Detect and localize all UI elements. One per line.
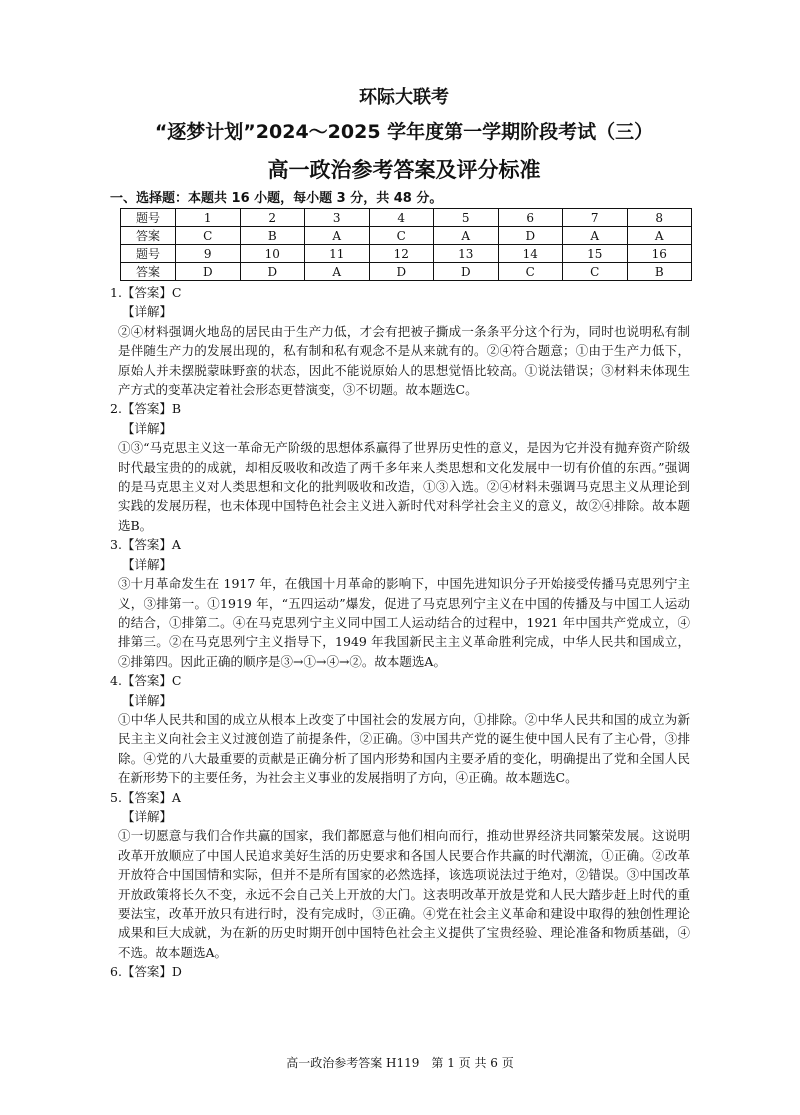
table-cell: 2 <box>240 209 305 227</box>
detail-label: 【详解】 <box>122 808 173 824</box>
table-cell: A <box>563 227 628 245</box>
answer-line: 2.【答案】B <box>110 401 182 417</box>
table-cell: B <box>240 227 305 245</box>
table-cell: 14 <box>498 245 563 263</box>
table-cell: 1 <box>176 209 241 227</box>
table-cell: A <box>305 263 370 281</box>
exam-title: “逐梦计划”2024～2025 学年度第一学期阶段考试（三） <box>154 121 654 143</box>
table-cell: D <box>498 227 563 245</box>
explanation-text: ①③“马克思主义这一革命无产阶级的思想体系赢得了世界历史性的意义，是因为它并没有抛弃资产阶级时代最宝贵的的成就，却相反吸收和改造了两千多年来人类思想和文化发展中一切有价值的东西。”强调的是马克思主义对人类思想和文化的批判吸收和改造，①③入选。②④材料未强调马克思主义从理论到实践的发展历程，也未体现中国特色社会主义进入新时代对科学社会主义的意义，故②④排除。故本题选B。 <box>118 440 690 533</box>
table-cell: A <box>305 227 370 245</box>
explanation-text: ②④材料强调火地岛的居民由于生产力低，才会有把被子撕成一条条平分这个行为，同时也说明私有制是伴随生产力的发展出现的，私有制和私有观念不是从来就有的。②④符合题意；①由于生产力低下，原始人并未摆脱蒙昧野蛮的状态，因此不能说原始人的思想觉悟比较高。①说法错误；③材料未体现生产方式的变革决定着社会形态更替演变，③不切题。故本题选C。 <box>118 323 690 398</box>
table-cell: 7 <box>563 209 628 227</box>
explanation-text: ③十月革命发生在 1917 年，在俄国十月革命的影响下，中国先进知识分子开始接受传播马克思列宁主义，③排第一。①1919 年，“五四运动”爆发，促进了马克思列宁主义在中国的传播及与中国工人运动的结合，①排第二。④在马克思列宁主义同中国工人运动结合的过程中，1921 年中国共产党成立，④排第三。②在马克思列宁主义指导下，1949 年我国新民主主义革命胜利完成，中华人民共和国成立，②排第四。因此正确的顺序是③→①→④→②。故本题选A。 <box>118 576 690 669</box>
table-cell: 10 <box>240 245 305 263</box>
document-title: 高一政治参考答案及评分标准 <box>267 158 541 182</box>
table-cell: 11 <box>305 245 370 263</box>
row-label: 题号 <box>121 209 176 227</box>
table-row-question-numbers <box>121 209 692 227</box>
row-label: 答案 <box>121 263 176 281</box>
table-cell: 15 <box>563 245 628 263</box>
table-row-question-numbers <box>121 245 692 263</box>
exam-alliance-title: 环际大联考 <box>359 87 449 108</box>
detail-label: 【详解】 <box>122 692 173 708</box>
answer-line: 4.【答案】C <box>110 673 182 689</box>
table-cell: C <box>176 227 241 245</box>
table-cell: 16 <box>627 245 692 263</box>
question-block <box>110 283 690 399</box>
explanation-text: ①一切愿意与我们合作共赢的国家，我们都愿意与他们相向而行，推动世界经济共同繁荣发展。这说明改革开放顺应了中国人民追求美好生活的历史要求和各国人民要合作共赢的时代潮流，①正确。②改革开放符合中国国情和实际，但并不是所有国家的必然选择，该选项说法过于绝对，②错误。③中国改革开放政策将长久不变，永远不会自己关上开放的大门。这表明改革开放是党和人民大踏步赶上时代的重要法宝，改革开放只有进行时，没有完成时，③正确。④党在社会主义革命和建设中取得的独创性理论成果和巨大成就，为在新的历史时期开创中国特色社会主义提供了宝贵经验、理论准备和物质基础，④不选。故本题选A。 <box>118 828 690 960</box>
table-cell: A <box>434 227 499 245</box>
table-cell: D <box>176 263 241 281</box>
explanation-text: ①中华人民共和国的成立从根本上改变了中国社会的发展方向，①排除。②中华人民共和国的成立为新民主主义向社会主义过渡创造了前提条件，②正确。③中国共产党的诞生使中国人民有了主心骨，③排除。④党的八大最重要的贡献是正确分析了国内形势和国内主要矛盾的变化，明确提出了党和全国人民在新形势下的主要任务，为社会主义事业的发展指明了方向，④正确。故本题选C。 <box>118 711 690 786</box>
answer-table <box>120 208 692 281</box>
answer-line: 6.【答案】D <box>110 964 182 980</box>
answer-line: 1.【答案】C <box>110 285 182 300</box>
table-cell: C <box>498 263 563 281</box>
table-cell: C <box>563 263 628 281</box>
table-cell: 8 <box>627 209 692 227</box>
table-cell: 9 <box>176 245 241 263</box>
answer-line: 5.【答案】A <box>110 789 181 805</box>
table-cell: A <box>627 227 692 245</box>
table-row-answers <box>121 227 692 245</box>
table-cell: 6 <box>498 209 563 227</box>
table-cell: 3 <box>305 209 370 227</box>
question-block <box>110 788 690 963</box>
table-cell: 13 <box>434 245 499 263</box>
table-cell: 12 <box>369 245 434 263</box>
table-cell: D <box>369 263 434 281</box>
detail-label: 【详解】 <box>122 304 173 320</box>
table-row-answers <box>121 263 692 281</box>
table-cell: D <box>434 263 499 281</box>
detail-label: 【详解】 <box>122 556 173 572</box>
table-cell: D <box>240 263 305 281</box>
page-footer: 高一政治参考答案 H119 第 1 页 共 6 页 <box>286 1056 514 1070</box>
detail-label: 【详解】 <box>122 420 173 436</box>
table-cell: 5 <box>434 209 499 227</box>
table-cell: B <box>627 263 692 281</box>
table-cell: 4 <box>369 209 434 227</box>
question-block <box>110 671 690 787</box>
question-block <box>110 535 690 671</box>
answer-line: 3.【答案】A <box>110 537 181 553</box>
question-block <box>110 962 690 981</box>
row-label: 答案 <box>121 227 176 245</box>
section-heading: 一、选择题：本题共 16 小题，每小题 3 分，共 48 分。 <box>110 191 443 206</box>
table-cell: C <box>369 227 434 245</box>
row-label: 题号 <box>121 245 176 263</box>
question-block <box>110 399 690 535</box>
